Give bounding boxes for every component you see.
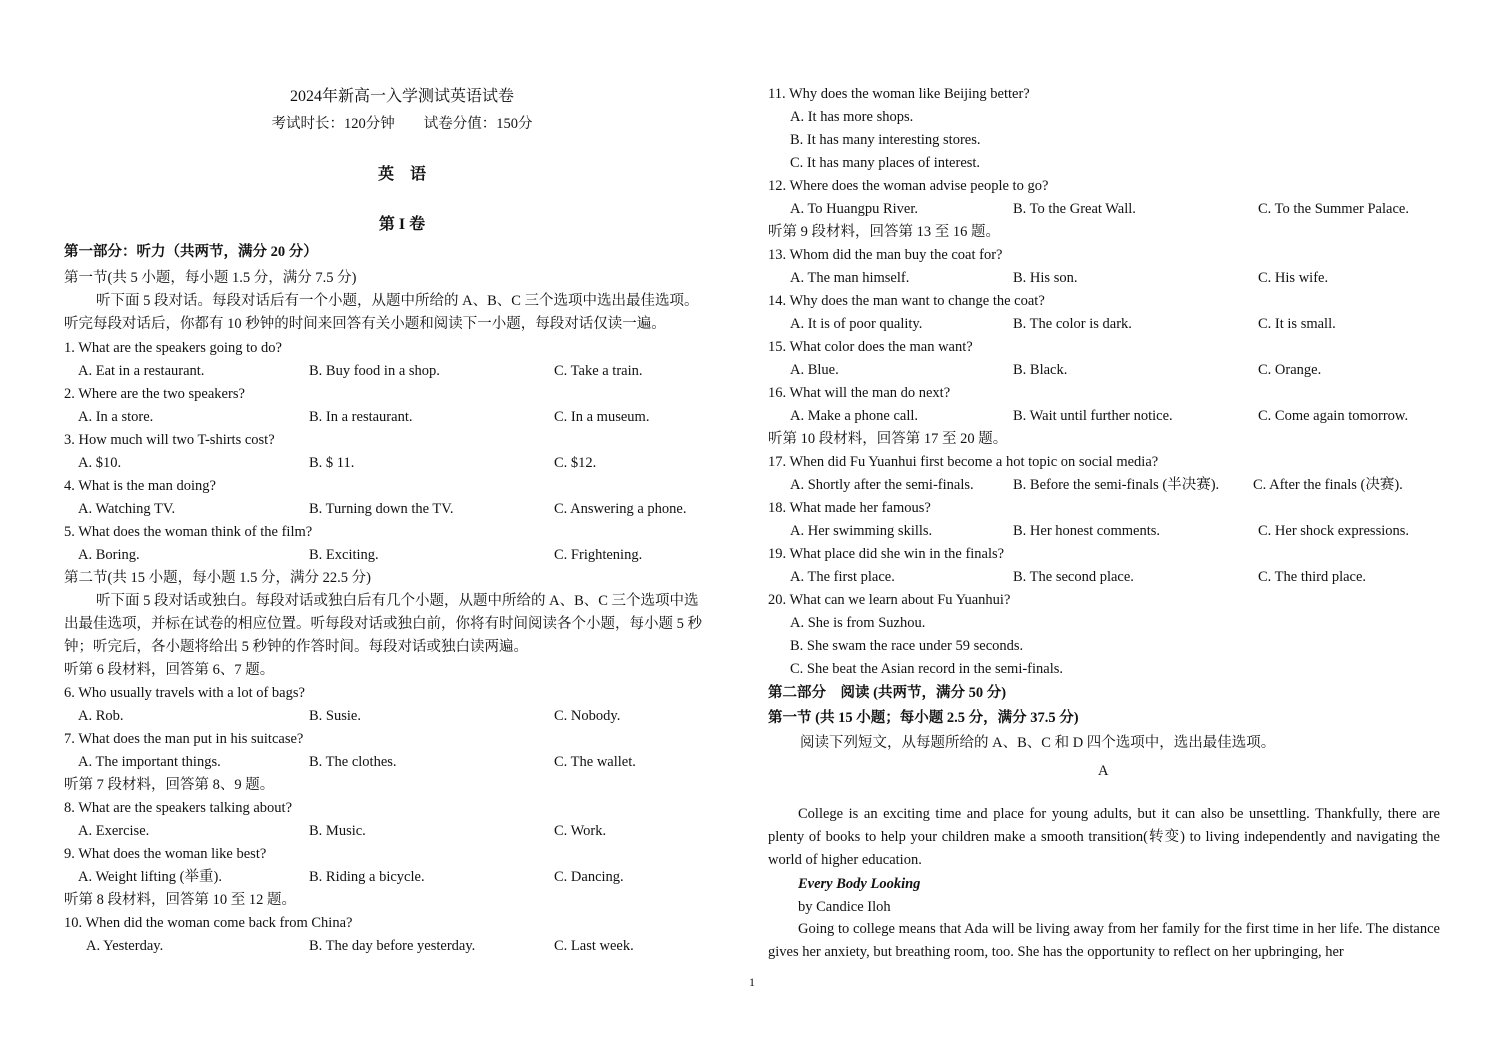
- question-options: [64, 937, 740, 955]
- question-text: 5. What does the woman think of the film?: [64, 524, 313, 540]
- option-c: C. $12.: [554, 455, 597, 471]
- question-text: 3. How much will two T-shirts cost?: [64, 432, 275, 448]
- option-b: B. The second place.: [1013, 569, 1134, 585]
- option-c: C. The wallet.: [554, 754, 636, 770]
- question-options: [64, 408, 740, 426]
- option-c: C. Answering a phone.: [554, 501, 687, 517]
- question-text: 19. What place did she win in the finals?: [768, 546, 1005, 562]
- question-text: 9. What does the woman like best?: [64, 846, 267, 862]
- option-b: B. Riding a bicycle.: [309, 869, 425, 885]
- option-b: B. In a restaurant.: [309, 409, 413, 425]
- option-a: A. The first place.: [790, 569, 895, 585]
- option-b: B. Her honest comments.: [1013, 523, 1160, 539]
- option-a: A. Yesterday.: [86, 938, 164, 954]
- question-text: 20. What can we learn about Fu Yuanhui?: [768, 592, 1011, 608]
- option-a: A. The man himself.: [790, 270, 910, 286]
- option-a: A. To Huangpu River.: [790, 201, 919, 217]
- question-text: 4. What is the man doing?: [64, 478, 216, 494]
- question-text: 17. When did Fu Yuanhui first become a hot topic on social media?: [768, 454, 1159, 470]
- question-text: 10. When did the woman come back from China?: [64, 915, 353, 931]
- question-text: 13. Whom did the man buy the coat for?: [768, 247, 1003, 263]
- volume-heading: 第 I 卷: [378, 216, 426, 233]
- option-c: C. After the finals (决赛).: [1253, 477, 1403, 493]
- option-c: C. His wife.: [1258, 270, 1329, 286]
- question-options: [64, 868, 740, 886]
- section1-instruction: 听完每段对话后，你都有 10 秒钟的时间来回答有关小题和阅读下一小题，每段对话仅读一遍。: [64, 316, 666, 332]
- question-options: [768, 522, 1444, 540]
- part2-heading: 第二部分 阅读 (共两节，满分 50 分): [768, 685, 1007, 701]
- option-b: B. To the Great Wall.: [1013, 201, 1136, 217]
- option-c: C. To the Summer Palace.: [1258, 201, 1409, 217]
- subject-heading: 英 语: [377, 166, 426, 183]
- question-options: [768, 568, 1444, 586]
- passage-paragraph: [768, 803, 1440, 872]
- section1-instruction: 听下面 5 段对话。每段对话后有一个小题，从题中所给的 A、B、C 三个选项中选出最佳选项。: [96, 293, 699, 309]
- option-b: B. Music.: [309, 823, 366, 839]
- option-c: C. Take a train.: [554, 363, 643, 379]
- question-options: [64, 753, 740, 771]
- question-text: 11. Why does the woman like Beijing better?: [768, 86, 1030, 102]
- option-b: B. The day before yesterday.: [309, 938, 476, 954]
- option-c: C. Her shock expressions.: [1258, 523, 1410, 539]
- section1-heading: 第一节(共 5 小题，每小题 1.5 分，满分 7.5 分): [64, 270, 357, 286]
- passage-paragraph-text: Going to college means that Ada will be living away from her family for the first time in her life. The distance gives her anxiety, but breathing room, too. She has the opportunity to reflect on her upbringing, her: [768, 921, 1440, 960]
- option-b: B. The clothes.: [309, 754, 397, 770]
- reading-instruction: 阅读下列短文，从每题所给的 A、B、C 和 D 四个选项中，选出最佳选项。: [800, 735, 1276, 751]
- option-b: B. Wait until further notice.: [1013, 408, 1173, 424]
- option-a: A. Watching TV.: [78, 501, 176, 517]
- option-a: A. Blue.: [790, 362, 839, 378]
- option-b: B. It has many interesting stores.: [790, 132, 981, 148]
- part1-heading: 第一部分：听力（共两节，满分 20 分）: [64, 244, 318, 260]
- option-a: A. Eat in a restaurant.: [78, 363, 205, 379]
- option-a: A. $10.: [78, 455, 122, 471]
- option-a: A. She is from Suzhou.: [790, 615, 926, 631]
- question-text: 12. Where does the woman advise people to go?: [768, 178, 1049, 194]
- passage-paragraph: [768, 918, 1440, 964]
- option-a: A. Rob.: [78, 708, 124, 724]
- option-b: B. Before the semi-finals (半决赛).: [1013, 477, 1220, 493]
- material-note: 听第 10 段材料，回答第 17 至 20 题。: [768, 431, 1008, 447]
- option-b: B. $ 11.: [309, 455, 355, 471]
- question-options: [768, 315, 1444, 333]
- option-a: A. Her swimming skills.: [790, 523, 933, 539]
- question-options: [768, 200, 1444, 218]
- question-text: 1. What are the speakers going to do?: [64, 340, 282, 356]
- option-b: B. The color is dark.: [1013, 316, 1132, 332]
- material-note: 听第 8 段材料，回答第 10 至 12 题。: [64, 892, 296, 908]
- question-options: [768, 407, 1444, 425]
- option-b: B. Black.: [1013, 362, 1068, 378]
- material-note: 听第 9 段材料，回答第 13 至 16 题。: [768, 224, 1000, 240]
- question-options: [768, 269, 1444, 287]
- exam-title: 2024年新高一入学测试英语试卷: [289, 88, 514, 105]
- option-c: C. Come again tomorrow.: [1258, 408, 1409, 424]
- section2-instruction: 钟；听完后，各小题将给出 5 秒钟的作答时间。每段对话或独白读两遍。: [64, 639, 528, 655]
- section2-instruction: 出最佳选项，并标在试卷的相应位置。听每段对话或独白前，你将有时间阅读各个小题，每小题 5 秒: [64, 616, 702, 632]
- material-note: 听第 6 段材料，回答第 6、7 题。: [64, 662, 275, 678]
- question-text: 6. Who usually travels with a lot of bags?: [64, 685, 305, 701]
- book-author: by Candice Iloh: [798, 899, 891, 915]
- option-c: C. Work.: [554, 823, 607, 839]
- option-a: A. Exercise.: [78, 823, 150, 839]
- option-c: C. Dancing.: [554, 869, 624, 885]
- passage-paragraph-text: College is an exciting time and place for young adults, but it can also be unsettling. Thankfully, there are plenty of books to help your children make a smooth transition(转变) to living independently and navigating the world of higher education.: [768, 806, 1440, 868]
- question-text: 16. What will the man do next?: [768, 385, 951, 401]
- question-options: [64, 822, 740, 840]
- option-c: C. In a museum.: [554, 409, 650, 425]
- option-b: B. Buy food in a shop.: [309, 363, 440, 379]
- option-b: B. Exciting.: [309, 547, 379, 563]
- question-text: 8. What are the speakers talking about?: [64, 800, 293, 816]
- option-c: C. Nobody.: [554, 708, 621, 724]
- option-c: C. She beat the Asian record in the semi-finals.: [790, 661, 1064, 677]
- question-text: 14. Why does the man want to change the coat?: [768, 293, 1045, 309]
- option-a: A. Boring.: [78, 547, 140, 563]
- option-b: B. His son.: [1013, 270, 1078, 286]
- option-a: A. Weight lifting (举重).: [78, 869, 222, 885]
- question-text: 2. Where are the two speakers?: [64, 386, 245, 402]
- question-options: [64, 546, 740, 564]
- material-note: 听第 7 段材料，回答第 8、9 题。: [64, 777, 275, 793]
- question-options: [64, 362, 740, 380]
- option-b: B. Turning down the TV.: [309, 501, 454, 517]
- option-c: C. Frightening.: [554, 547, 643, 563]
- option-a: A. Make a phone call.: [790, 408, 919, 424]
- option-b: B. She swam the race under 59 seconds.: [790, 638, 1024, 654]
- section2-heading: 第二节(共 15 小题，每小题 1.5 分，满分 22.5 分): [64, 570, 371, 586]
- option-c: C. Last week.: [554, 938, 634, 954]
- question-text: 7. What does the man put in his suitcase?: [64, 731, 304, 747]
- question-options: [64, 500, 740, 518]
- question-text: 15. What color does the man want?: [768, 339, 973, 355]
- section2-instruction: 听下面 5 段对话或独白。每段对话或独白后有几个小题，从题中所给的 A、B、C 三个选项中选: [96, 593, 699, 609]
- question-options: [768, 361, 1444, 379]
- option-c: C. It is small.: [1258, 316, 1336, 332]
- question-options: [64, 707, 740, 725]
- option-a: A. It is of poor quality.: [790, 316, 923, 332]
- option-b: B. Susie.: [309, 708, 361, 724]
- page-number: 1: [749, 975, 755, 989]
- option-c: C. The third place.: [1258, 569, 1367, 585]
- question-options: [768, 476, 1444, 494]
- option-a: A. The important things.: [78, 754, 221, 770]
- passage-label: A: [1098, 763, 1109, 779]
- exam-meta: 考试时长：120分钟 试卷分值：150分: [271, 116, 533, 132]
- part2-section1-heading: 第一节 (共 15 小题；每小题 2.5 分，满分 37.5 分): [768, 710, 1079, 726]
- book-title: Every Body Looking: [798, 876, 921, 892]
- option-a: A. In a store.: [78, 409, 154, 425]
- option-c: C. Orange.: [1258, 362, 1322, 378]
- option-a: A. It has more shops.: [790, 109, 914, 125]
- question-text: 18. What made her famous?: [768, 500, 931, 516]
- option-a: A. Shortly after the semi-finals.: [790, 477, 974, 493]
- option-c: C. It has many places of interest.: [790, 155, 981, 171]
- question-options: [64, 454, 740, 472]
